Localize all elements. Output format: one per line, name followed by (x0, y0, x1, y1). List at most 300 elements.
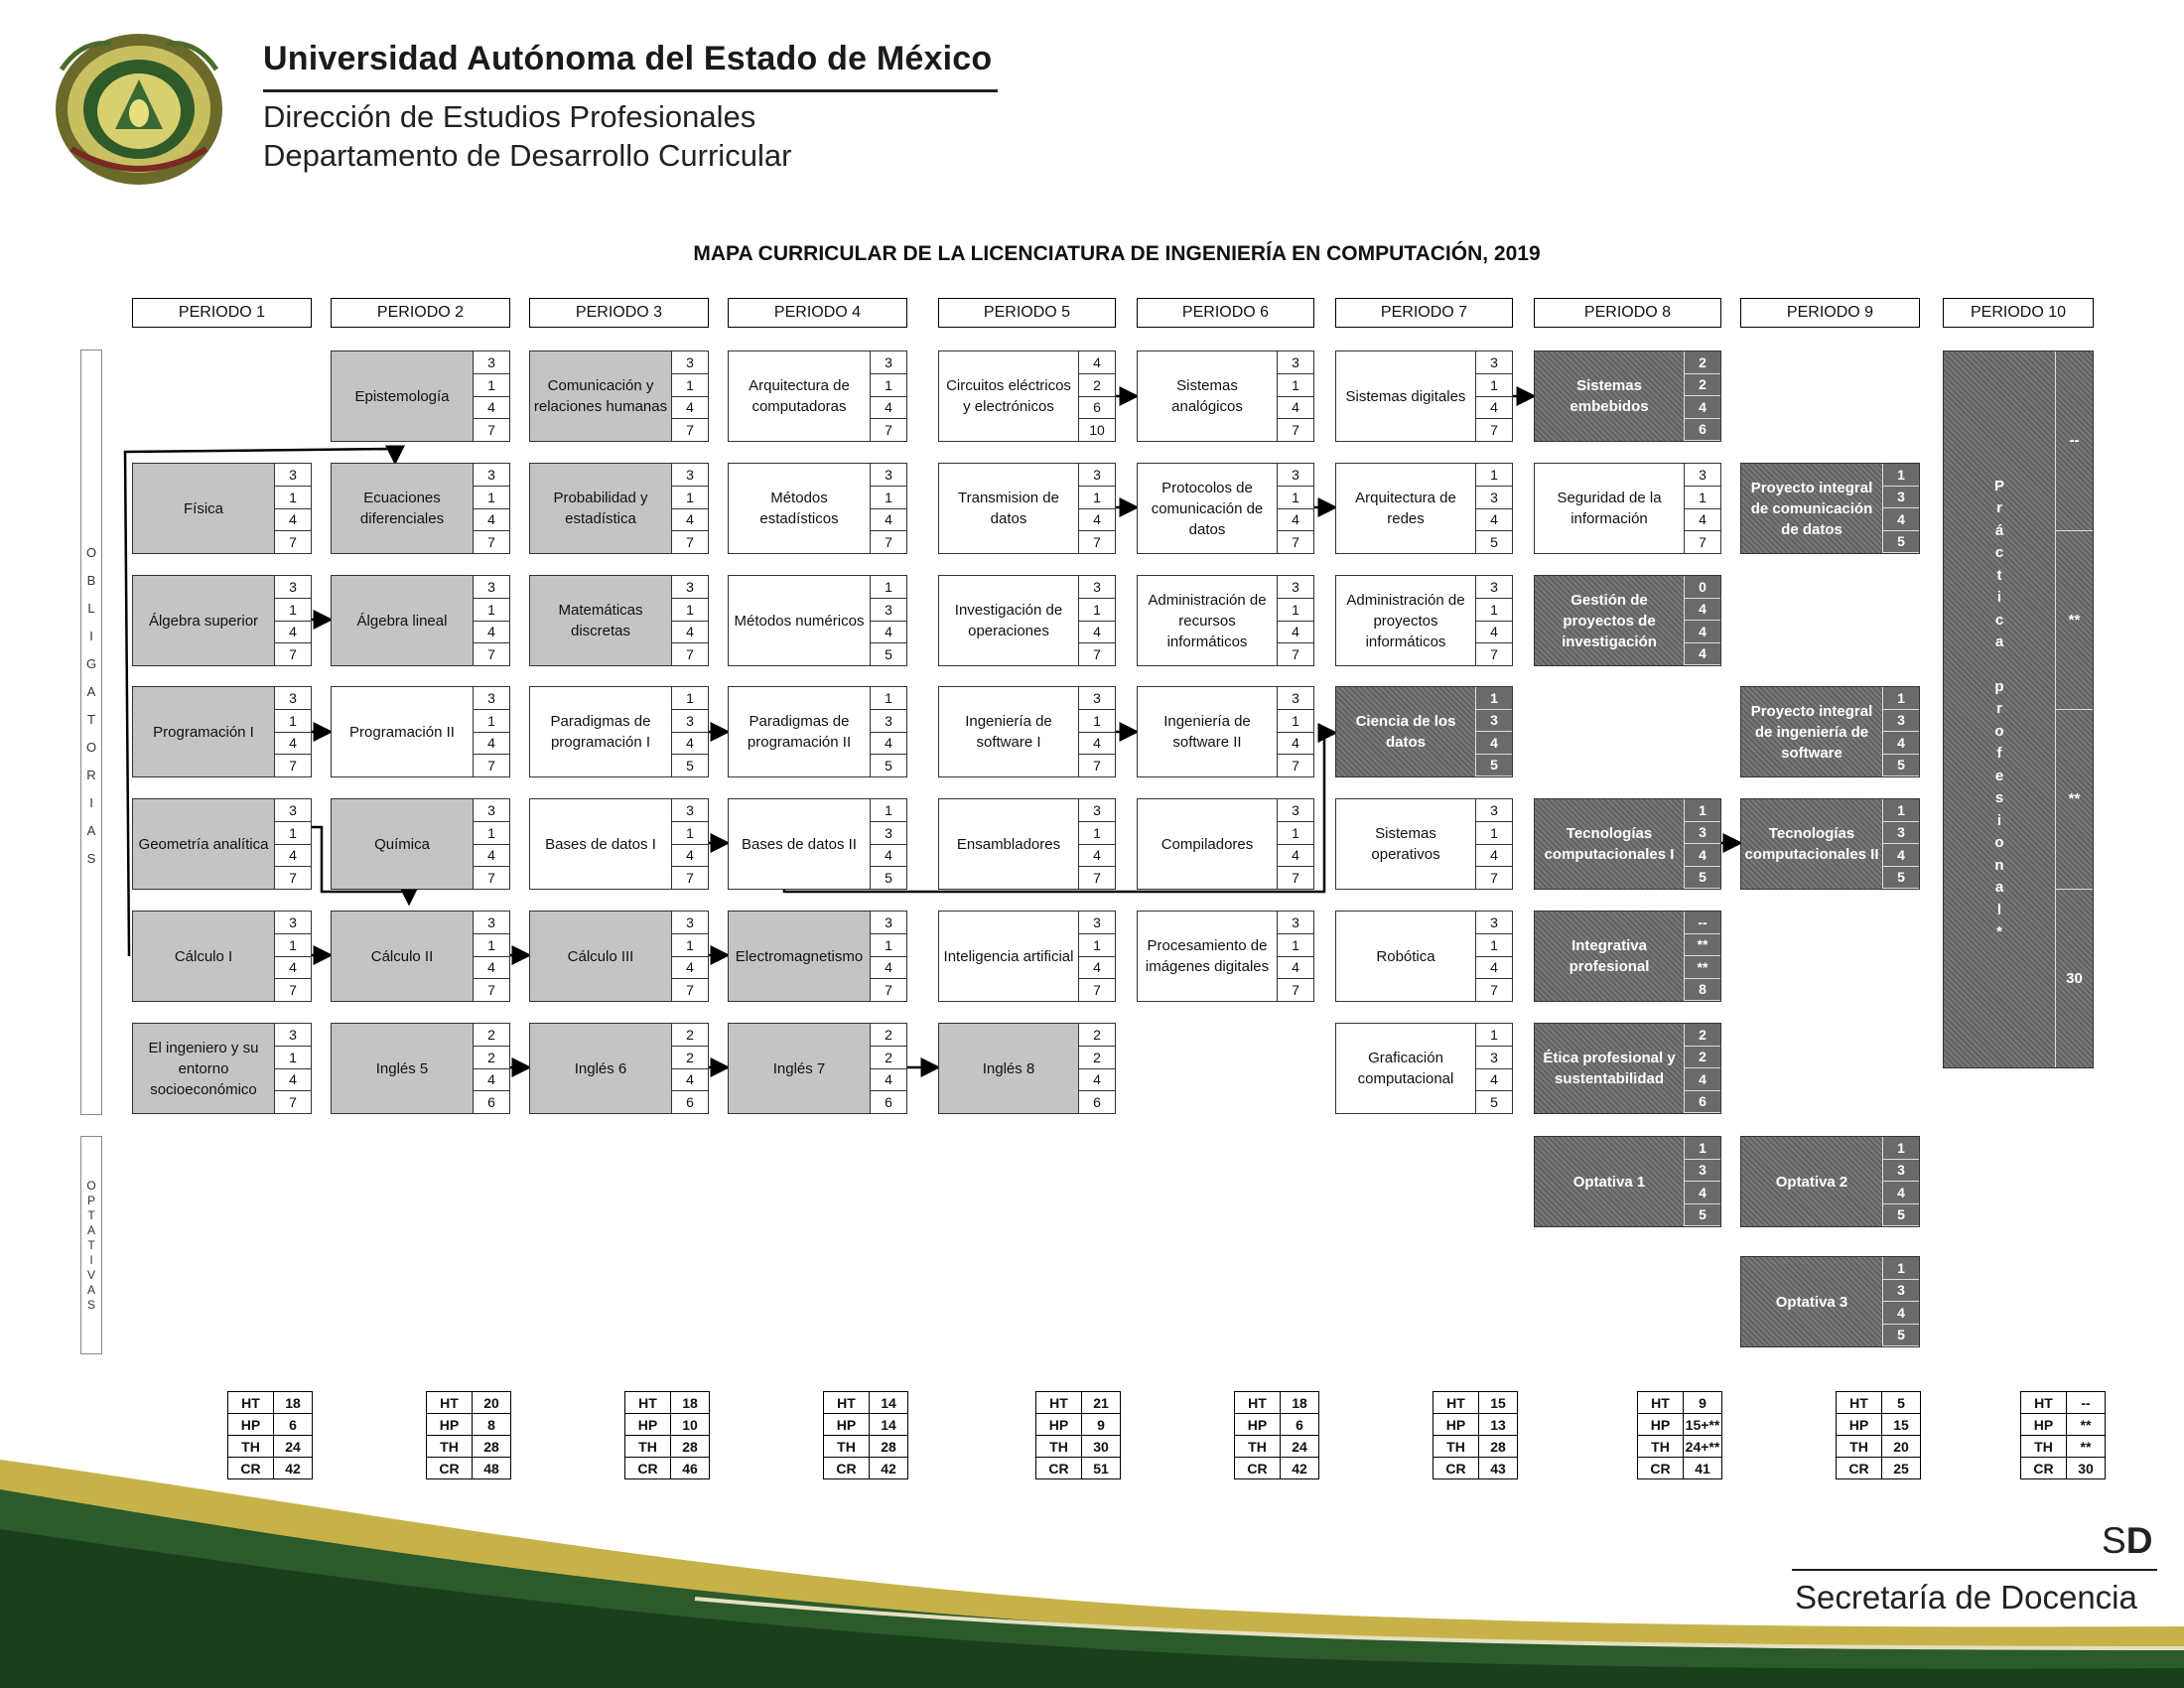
totals-row (1433, 1414, 1517, 1436)
course-name: Geometría analítica (138, 835, 269, 853)
totals-value: 10 (682, 1416, 698, 1433)
document-title: MAPA CURRICULAR DE LA LICENCIATURA DE INGENIERÍA EN COMPUTACIÓN, 2019 (693, 242, 1541, 265)
course-hour-value: 4 (1079, 845, 1115, 868)
course-card (728, 575, 907, 666)
course-hour-value: 1 (1079, 487, 1115, 509)
totals-value: 15+** (1685, 1416, 1720, 1433)
course-hour-value: 3 (1079, 912, 1115, 934)
course-name: Sistemas digitales (1345, 387, 1466, 405)
course-hours (1475, 912, 1512, 1001)
course-hours (1078, 576, 1115, 665)
course-hour-value: 7 (1490, 646, 1498, 663)
course-hour-value: 1 (871, 799, 906, 822)
secretaria-de-docencia: Secretaría de Docencia (1795, 1579, 2137, 1616)
course-hour-value: 4 (871, 1069, 906, 1092)
course-name: Procesamiento de imágenes digitales (1145, 937, 1270, 975)
course-hour-value: 7 (487, 422, 495, 439)
university-name: Universidad Autónoma del Estado de México (263, 40, 993, 77)
course-hours (1684, 464, 1720, 553)
course-name: Integrativa profesional (1569, 937, 1650, 975)
totals-value: 42 (1292, 1460, 1307, 1477)
course-hours (671, 1024, 708, 1113)
course-hours (1277, 464, 1313, 553)
period-header: PERIODO 8 (1534, 298, 1721, 328)
course-card (1137, 911, 1314, 1002)
practica-letter: a (1994, 633, 2004, 650)
course-hours (671, 687, 708, 776)
course-name: Física (183, 499, 223, 517)
side-label-letter: I (89, 629, 93, 643)
totals-key: HT (824, 1392, 870, 1413)
totals-value: 28 (682, 1438, 698, 1455)
course-hour-value: 3 (275, 687, 311, 710)
course-name: Sistemas embebidos (1570, 377, 1649, 415)
course-card (1335, 798, 1513, 890)
totals-row (1235, 1414, 1318, 1436)
course-hour-value: 4 (1079, 733, 1115, 756)
course-hours (671, 576, 708, 665)
totals-value: 9 (1699, 1394, 1706, 1411)
course-hour-value: 7 (686, 646, 694, 663)
course-hours (1277, 912, 1313, 1001)
course-hour-value: 4 (1476, 957, 1512, 980)
side-label-letter: T (87, 1207, 95, 1222)
course-hour-value: 2 (474, 1024, 509, 1047)
course-hours (1684, 576, 1720, 665)
totals-key: CR (1433, 1458, 1479, 1478)
course-hours (671, 912, 708, 1001)
course-card (132, 911, 312, 1002)
course-name: Tecnologías computacionales I (1544, 825, 1675, 863)
course-hour-value: 3 (474, 576, 509, 599)
totals-row (1235, 1436, 1318, 1458)
totals-value: 28 (1490, 1438, 1506, 1455)
course-hour-value: 1 (1883, 1257, 1919, 1280)
course-hours (1475, 799, 1512, 889)
course-hour-value: 4 (1278, 733, 1313, 756)
practica-letter: p (1994, 677, 2004, 695)
course-hours (1684, 912, 1720, 1001)
course-card (728, 798, 907, 890)
course-hour-value: ** (1685, 956, 1720, 979)
course-hour-value: 1 (672, 374, 708, 397)
totals-row (1638, 1414, 1721, 1436)
practica-hour-value: 30 (2066, 969, 2083, 987)
course-hour-value: 1 (1476, 599, 1512, 622)
course-card (938, 351, 1116, 442)
course-hours (1078, 687, 1115, 776)
course-hour-value: 3 (672, 576, 708, 599)
course-hour-value: 3 (275, 912, 311, 934)
course-hours (274, 687, 311, 776)
totals-value: 15 (1893, 1416, 1909, 1433)
course-hour-value: 1 (1079, 934, 1115, 957)
practica-profesional-hours (2055, 352, 2093, 1067)
course-hours (473, 799, 509, 889)
course-hour-value: 2 (1079, 1024, 1115, 1047)
course-card (1137, 686, 1314, 777)
course-card (1335, 575, 1513, 666)
course-card (728, 911, 907, 1002)
course-name: Inglés 8 (982, 1059, 1035, 1077)
course-hour-value: 3 (474, 799, 509, 822)
course-hour-value: 3 (871, 352, 906, 374)
totals-key: TH (427, 1436, 473, 1457)
course-hour-value: 7 (289, 982, 297, 999)
course-hour-value: 3 (871, 599, 906, 622)
course-hour-value: 1 (1278, 599, 1313, 622)
totals-value: 13 (1490, 1416, 1506, 1433)
course-hours (1078, 799, 1115, 889)
period-header: PERIODO 5 (938, 298, 1116, 328)
course-hour-value: 4 (1278, 397, 1313, 420)
direction-name: Dirección de Estudios Profesionales (263, 99, 756, 134)
course-hours (1277, 799, 1313, 889)
course-hour-value: 1 (1079, 599, 1115, 622)
course-card (938, 1023, 1116, 1114)
course-name: Sistemas analógicos (1171, 377, 1243, 415)
course-name: Epistemología (354, 387, 450, 405)
course-hour-value: 7 (1292, 646, 1299, 663)
course-hour-value: 7 (1093, 870, 1101, 887)
totals-value: 43 (1490, 1460, 1506, 1477)
course-hours (671, 464, 708, 553)
course-hour-value: 3 (871, 822, 906, 845)
course-card (1740, 798, 1920, 890)
totals-value: 25 (1893, 1460, 1909, 1477)
totals-key: TH (228, 1436, 274, 1457)
course-hour-value: 1 (275, 822, 311, 845)
practica-hour-value: ** (2056, 710, 2093, 890)
course-hour-value: 3 (1883, 1280, 1919, 1303)
course-card (331, 575, 510, 666)
course-hour-value: 3 (672, 912, 708, 934)
course-hour-value: 4 (474, 845, 509, 868)
course-hour-value: 7 (1292, 534, 1299, 551)
period-header: PERIODO 4 (728, 298, 907, 328)
totals-key: HP (625, 1414, 671, 1435)
course-hours (870, 799, 906, 889)
course-hour-value: 3 (871, 912, 906, 934)
course-hour-value: 1 (1476, 374, 1512, 397)
course-hour-value: 3 (1476, 352, 1512, 374)
totals-value: 41 (1695, 1460, 1710, 1477)
course-hour-value: 4 (1079, 509, 1115, 532)
totals-value: 46 (682, 1460, 698, 1477)
course-hour-value: 3 (1883, 487, 1919, 509)
course-hour-value: 3 (275, 1024, 311, 1047)
course-card (529, 798, 709, 890)
course-hour-value: 5 (686, 758, 694, 774)
course-hour-value: 7 (686, 982, 694, 999)
course-hour-value: 4 (275, 622, 311, 644)
course-card (1534, 1023, 1721, 1114)
totals-row (2021, 1414, 2105, 1436)
course-hour-value: 2 (1079, 1047, 1115, 1069)
course-name: Ciencia de los datos (1355, 713, 1456, 751)
optativas-side-label (80, 1136, 102, 1354)
totals-row (1235, 1392, 1318, 1414)
course-hour-value: 4 (275, 733, 311, 756)
course-hour-value: 1 (672, 934, 708, 957)
sd-logo: SD (2102, 1520, 2153, 1561)
course-hour-value: 4 (1685, 1068, 1720, 1091)
totals-key: HP (1433, 1414, 1479, 1435)
course-hour-value: 7 (1093, 534, 1101, 551)
course-hour-value: 2 (871, 1024, 906, 1047)
totals-row (1837, 1414, 1920, 1436)
course-hour-value: 5 (885, 870, 892, 887)
totals-value: 42 (881, 1460, 896, 1477)
totals-key: TH (1036, 1436, 1082, 1457)
course-hours (274, 799, 311, 889)
course-card (331, 1023, 510, 1114)
course-hour-value: 4 (1079, 622, 1115, 644)
course-hours (473, 687, 509, 776)
course-name: Química (374, 835, 430, 853)
course-hours (1277, 576, 1313, 665)
course-hours (870, 687, 906, 776)
course-hours (274, 912, 311, 1001)
course-hour-value: 3 (1883, 822, 1919, 845)
course-hours (274, 1024, 311, 1113)
course-hour-value: 6 (487, 1094, 495, 1111)
totals-key: HT (1235, 1392, 1281, 1413)
totals-value: ** (2080, 1438, 2092, 1455)
totals-value: 24 (1292, 1438, 1307, 1455)
course-hour-value: 4 (275, 1069, 311, 1092)
course-hour-value: 5 (1883, 531, 1919, 554)
course-hour-value: 1 (1685, 1137, 1720, 1160)
course-card (132, 798, 312, 890)
course-hour-value: 3 (1278, 799, 1313, 822)
course-hour-value: 5 (885, 646, 892, 663)
course-hour-value: 2 (672, 1047, 708, 1069)
course-hour-value: 1 (1278, 934, 1313, 957)
practica-profesional-label (1944, 352, 2055, 1067)
course-hours (1882, 464, 1919, 553)
course-hour-value: 6 (1685, 419, 1720, 442)
course-card (1137, 575, 1314, 666)
course-card (1740, 463, 1920, 554)
course-hour-value: 4 (672, 397, 708, 420)
course-hour-value: 5 (885, 758, 892, 774)
totals-row (427, 1392, 510, 1414)
course-card (132, 686, 312, 777)
totals-row (228, 1392, 312, 1414)
course-hour-value: 7 (289, 534, 297, 551)
totals-value: 42 (285, 1460, 301, 1477)
totals-key: CR (1036, 1458, 1082, 1478)
course-hours (1882, 799, 1919, 889)
course-hour-value: 8 (1685, 979, 1720, 1002)
course-card (728, 686, 907, 777)
course-hour-value: 1 (1079, 710, 1115, 733)
course-hour-value: 5 (1883, 1204, 1919, 1227)
totals-value: 18 (1292, 1394, 1307, 1411)
practica-letter: r (1996, 499, 2002, 516)
side-label-letter: I (89, 1252, 93, 1267)
course-hour-value: 3 (1278, 912, 1313, 934)
totals-value: 30 (1093, 1438, 1109, 1455)
course-hour-value: 3 (1278, 464, 1313, 487)
course-name: Graficación computacional (1357, 1050, 1454, 1087)
course-card (132, 463, 312, 554)
course-hour-value: 4 (1079, 957, 1115, 980)
course-hour-value: 6 (1685, 1091, 1720, 1114)
course-hour-value: 1 (1476, 687, 1512, 710)
course-hour-value: -- (1685, 912, 1720, 934)
course-hour-value: 4 (672, 622, 708, 644)
totals-key: TH (1235, 1436, 1281, 1457)
course-name: Compiladores (1160, 835, 1254, 853)
course-card (1534, 798, 1721, 890)
course-hour-value: 4 (1476, 845, 1512, 868)
course-name: Inglés 5 (375, 1059, 429, 1077)
course-hour-value: 7 (289, 758, 297, 774)
course-hour-value: 4 (672, 1069, 708, 1092)
course-hour-value: 1 (672, 599, 708, 622)
course-hour-value: 6 (1079, 397, 1115, 420)
totals-value: 6 (1296, 1416, 1303, 1433)
totals-value: -- (2081, 1394, 2091, 1411)
totals-row (2021, 1392, 2105, 1414)
course-hour-value: 4 (1278, 957, 1313, 980)
period-header: PERIODO 6 (1137, 298, 1314, 328)
course-name: Álgebra lineal (356, 612, 448, 630)
totals-key: HT (625, 1392, 671, 1413)
course-hour-value: 7 (487, 870, 495, 887)
course-card (938, 686, 1116, 777)
course-hour-value: 4 (1278, 509, 1313, 532)
course-hour-value: 1 (1079, 822, 1115, 845)
course-hour-value: 4 (871, 845, 906, 868)
practica-letter: s (1994, 789, 2004, 806)
totals-value: 30 (2078, 1460, 2094, 1477)
course-card (529, 351, 709, 442)
course-hour-value: 3 (275, 799, 311, 822)
totals-key: HT (228, 1392, 274, 1413)
course-hour-value: 3 (1685, 464, 1720, 487)
course-hour-value: 3 (672, 352, 708, 374)
totals-key: CR (824, 1458, 870, 1478)
course-hours (1078, 464, 1115, 553)
course-hour-value: 1 (275, 487, 311, 509)
course-hours (1882, 1257, 1919, 1346)
department-name: Departamento de Desarrollo Curricular (263, 138, 792, 173)
course-hour-value: 1 (275, 1047, 311, 1069)
course-hour-value: 3 (1278, 352, 1313, 374)
course-hour-value: 4 (871, 957, 906, 980)
totals-value: 14 (881, 1394, 896, 1411)
course-name: Ecuaciones diferenciales (359, 490, 445, 527)
course-hour-value: 7 (289, 1094, 297, 1111)
course-hour-value: 3 (1079, 464, 1115, 487)
course-name: Ingeniería de software I (965, 713, 1052, 751)
totals-row (228, 1414, 312, 1436)
course-hours (1078, 1024, 1115, 1113)
course-hour-value: 3 (1883, 710, 1919, 733)
course-hours (473, 576, 509, 665)
course-card (938, 911, 1116, 1002)
totals-key: HP (2021, 1414, 2067, 1435)
course-name: Métodos numéricos (734, 612, 865, 630)
course-hour-value: 7 (487, 758, 495, 774)
course-card (331, 686, 510, 777)
course-name: Circuitos eléctricos y electrónicos (946, 377, 1071, 415)
course-hours (671, 799, 708, 889)
course-hour-value: 0 (1685, 576, 1720, 599)
course-hour-value: 1 (672, 487, 708, 509)
course-hours (1277, 687, 1313, 776)
course-hour-value: 1 (1278, 374, 1313, 397)
course-card (1335, 1023, 1513, 1114)
course-hour-value: 3 (474, 352, 509, 374)
totals-value: 28 (881, 1438, 896, 1455)
practica-letter: t (1996, 566, 2002, 584)
period-header: PERIODO 2 (331, 298, 510, 328)
course-hour-value: 4 (275, 957, 311, 980)
course-hours (473, 352, 509, 441)
totals-key: HP (1837, 1414, 1882, 1435)
totals-key: CR (625, 1458, 671, 1478)
obligatorias-side-label (80, 350, 102, 1115)
course-hour-value: 1 (474, 822, 509, 845)
practica-letter: i (1996, 589, 2002, 606)
practica-letter: o (1994, 722, 2004, 740)
course-card (1740, 686, 1920, 777)
side-label-letter: O (85, 545, 97, 560)
course-hour-value: 4 (871, 733, 906, 756)
course-hour-value: 1 (1278, 487, 1313, 509)
totals-key: CR (1235, 1458, 1281, 1478)
course-hours (1684, 799, 1720, 889)
practica-letter: * (1996, 923, 2002, 940)
course-hour-value: 1 (672, 687, 708, 710)
course-hour-value: 4 (1476, 397, 1512, 420)
side-label-letter: G (85, 656, 97, 671)
course-hour-value: 7 (1490, 982, 1498, 999)
totals-value: 21 (1093, 1394, 1109, 1411)
course-hour-value: 4 (474, 1069, 509, 1092)
course-hour-value: 1 (275, 599, 311, 622)
course-hour-value: 4 (1685, 1182, 1720, 1204)
course-card (938, 463, 1116, 554)
course-hour-value: 4 (1883, 844, 1919, 867)
period-header: PERIODO 3 (529, 298, 709, 328)
totals-key: TH (2021, 1436, 2067, 1457)
course-hour-value: 7 (289, 870, 297, 887)
totals-value: 14 (881, 1416, 896, 1433)
course-hour-value: 4 (1476, 1069, 1512, 1092)
totals-value: 6 (289, 1416, 297, 1433)
course-card (529, 911, 709, 1002)
course-hour-value: 1 (474, 374, 509, 397)
course-hour-value: 3 (1685, 1160, 1720, 1183)
course-name: Matemáticas discretas (558, 602, 643, 639)
course-hour-value: 6 (885, 1094, 892, 1111)
header-rule (263, 89, 998, 92)
course-name: Bases de datos I (545, 835, 656, 853)
course-card (1534, 575, 1721, 666)
totals-row (427, 1436, 510, 1458)
practica-hour-value: ** (2056, 531, 2093, 711)
course-name: Paradigmas de programación I (550, 713, 651, 751)
practica-letter: n (1994, 856, 2004, 874)
course-hour-value: 1 (871, 687, 906, 710)
course-hour-value: 5 (1883, 755, 1919, 777)
course-hour-value: 1 (1883, 464, 1919, 487)
